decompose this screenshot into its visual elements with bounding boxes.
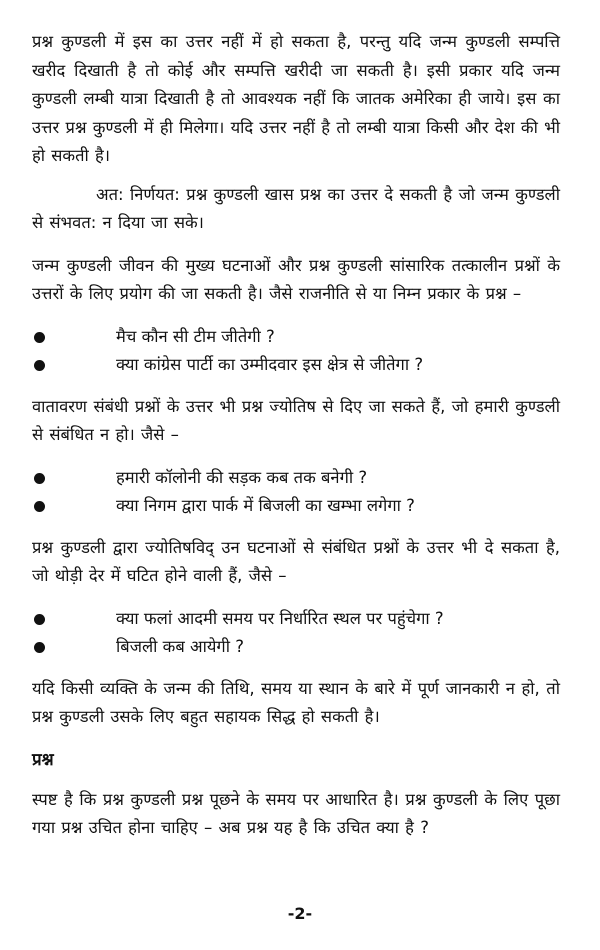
paragraph-7: स्पष्ट है कि प्रश्न कुण्डली प्रश्न पूछने के समय पर आधारित है। प्रश्न कुण्डली के लिए पूछा गया प्रश्न उचित होना चाहिए – अब प्रश्न यह है कि उचित क्या है ? bbox=[32, 789, 560, 837]
page-number: -2- bbox=[287, 904, 313, 923]
paragraph-5: प्रश्न कुण्डली द्वारा ज्योतिषविद् उन घटनाओं से संबंधित प्रश्नों के उत्तर भी दे सकता है, जो थोड़ी देर में घटित होने वाली हैं, जैसे – bbox=[32, 537, 560, 585]
list-item-text: क्या निगम द्वारा पार्क में बिजली का खम्भा लगेगा ? bbox=[116, 495, 415, 515]
bullet-icon bbox=[34, 501, 45, 512]
list-item bbox=[32, 492, 560, 520]
bullet-icon bbox=[34, 473, 45, 484]
bullet-icon bbox=[34, 332, 45, 343]
list-item bbox=[32, 323, 560, 351]
list-item-text: क्या फलां आदमी समय पर निर्धारित स्थल पर पहुंचेगा ? bbox=[116, 608, 444, 628]
list-item bbox=[32, 605, 560, 633]
paragraph-4: वातावरण संबंधी प्रश्नों के उत्तर भी प्रश्न ज्योतिष से दिए जा सकते हैं, जो हमारी कुण्डली से संबंधित न हो। जैसे – bbox=[32, 396, 560, 444]
list-item-text: मैच कौन सी टीम जीतेगी ? bbox=[116, 326, 275, 346]
page-content bbox=[32, 28, 560, 857]
bullet-list-3 bbox=[32, 605, 560, 661]
section-heading: प्रश्न bbox=[32, 749, 54, 770]
paragraph-2: अत: निर्णयत: प्रश्न कुण्डली खास प्रश्न का उत्तर दे सकती है जो जन्म कुण्डली से संभवत: न दिया जा सके। bbox=[32, 184, 560, 232]
list-item bbox=[32, 351, 560, 379]
list-item-text: क्या कांग्रेस पार्टी का उम्मीदवार इस क्षेत्र से जीतेगा ? bbox=[116, 354, 424, 374]
bullet-icon bbox=[34, 360, 45, 371]
list-item-text: बिजली कब आयेगी ? bbox=[116, 636, 244, 656]
list-item bbox=[32, 633, 560, 661]
paragraph-1: प्रश्न कुण्डली में इस का उत्तर नहीं में हो सकता है, परन्तु यदि जन्म कुण्डली सम्पत्ति खरीद दिखाती है तो कोई और सम्पत्ति खरीदी जा सकती है। इसी प्रकार यदि जन्म कुण्डली लम्बी यात्रा दिखाती है तो आवश्यक नहीं कि जातक अमेरिका ही जाये। इस का उत्तर प्रश्न कुण्डली में ही मिलेगा। यदि उत्तर नहीं है तो लम्बी यात्रा किसी और देश की भी हो सकती है। bbox=[32, 32, 560, 165]
bullet-list-1 bbox=[32, 323, 560, 379]
list-item bbox=[32, 464, 560, 492]
paragraph-3: जन्म कुण्डली जीवन की मुख्य घटनाओं और प्रश्न कुण्डली सांसारिक तत्कालीन प्रश्नों के उत्तरों के लिए प्रयोग की जा सकती है। जैसे राजनीति से या निम्न प्रकार के प्रश्न – bbox=[32, 255, 560, 303]
bullet-icon bbox=[34, 642, 45, 653]
bullet-list-2 bbox=[32, 464, 560, 520]
list-item-text: हमारी कॉलोनी की सड़क कब तक बनेगी ? bbox=[116, 467, 368, 487]
paragraph-6: यदि किसी व्यक्ति के जन्म की तिथि, समय या स्थान के बारे में पूर्ण जानकारी न हो, तो प्रश्न कुण्डली उसके लिए बहुत सहायक सिद्ध हो सकती है। bbox=[32, 678, 560, 726]
bullet-icon bbox=[34, 614, 45, 625]
